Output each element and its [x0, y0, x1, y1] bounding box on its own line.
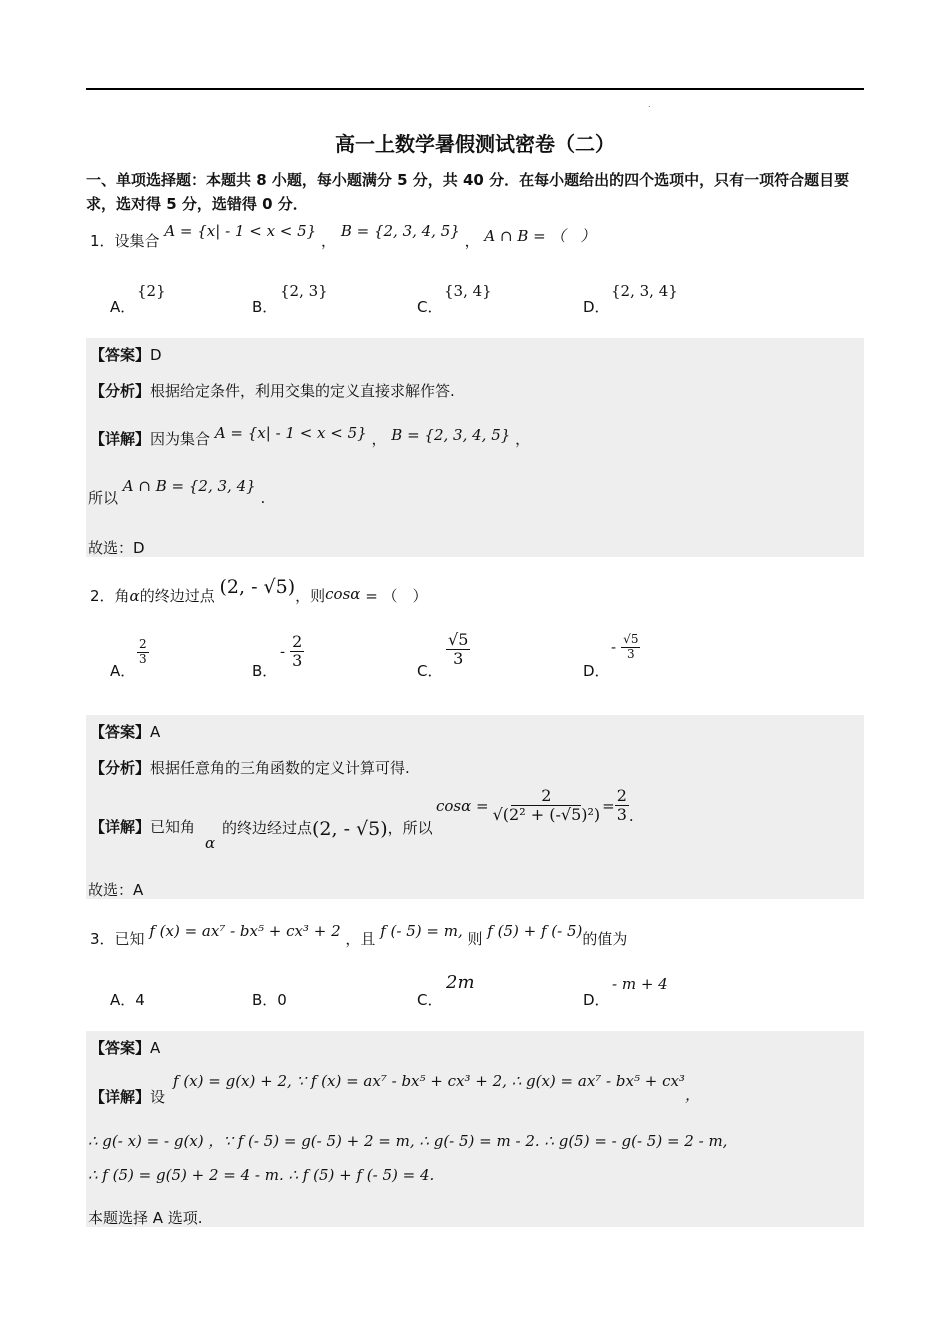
q3-choose: 本题选择 A 选项.	[88, 1209, 203, 1227]
q2-option-b: B．	[252, 662, 278, 680]
q1-so-expr: A ∩ B = {2, 3, 4}	[122, 477, 256, 495]
q3-option-d: D．	[583, 991, 610, 1009]
q2-point: (2, - √5)	[219, 576, 296, 598]
q2-option-a-value: $\frac{2}{3}$	[139, 637, 147, 666]
q3-detail: 【详解】设	[90, 1088, 166, 1106]
q2-analysis: 【分析】根据任意角的三角函数的定义计算可得.	[90, 759, 410, 777]
q1-set-b: B = {2, 3, 4, 5}	[340, 222, 460, 240]
q1-analysis: 【分析】根据给定条件，利用交集的定义直接求解作答.	[90, 382, 455, 400]
q2-option-c: C．	[417, 662, 443, 680]
q1-detail-set-b: B = {2, 3, 4, 5}	[391, 426, 511, 444]
q3-solution-box	[86, 1031, 864, 1227]
q1-answer: 【答案】D	[90, 346, 162, 364]
q2-detail-formula: cosα = $\frac{2}{\text{√(2² + (-√5)²)}}$ = $\frac{2}{3}$ .	[436, 786, 634, 825]
q3-stem: 3．已知 f (x) = ax⁷ - bx⁵ + cx³ + 2 ，且 f (- 5) = m, 则 f (5) + f (- 5)的值为	[90, 922, 628, 948]
q1-option-d-value: {2, 3, 4}	[611, 282, 678, 300]
q2-detail-point: (2, - √5)	[312, 818, 388, 840]
q1-choose: 故选：D	[88, 539, 145, 557]
q3-detail-line1: f (x) = g(x) + 2, ∵ f (x) = ax⁷ - bx⁵ + cx³ + 2, ∴ g(x) = ax⁷ - bx⁵ + cx³，	[173, 1072, 700, 1104]
q2-choose: 故选：A	[88, 881, 144, 899]
page-title: 高一上数学暑假测试密卷（二）	[335, 132, 615, 156]
q2-option-c-value: $\frac{√5}{3}$	[448, 630, 469, 669]
q1-option-b: B．	[252, 298, 278, 316]
q1-option-a: A．	[110, 298, 136, 316]
q1-detail-set-a: A = {x| - 1 < x < 5}	[214, 424, 367, 442]
q1-set-a: A = {x| - 1 < x < 5}	[164, 222, 317, 240]
q1-detail: 【详解】因为集合 A = {x| - 1 < x < 5} ， B = {2, 3, 4, 5} ，	[90, 424, 531, 448]
q3-condition: f (- 5) = m,	[380, 922, 463, 940]
q2-detail: 【详解】已知角	[90, 818, 196, 836]
q1-option-b-value: {2, 3}	[280, 282, 328, 300]
q1-option-c: C．	[417, 298, 443, 316]
section-heading: 一、单项选择题：本题共 8 小题，每小题满分 5 分，共 40 分．在每小题给出的四个选项中，只有一项符合题目要求，选对得 5 分，选错得 0 分．	[86, 171, 850, 213]
q3-option-b: B．0	[252, 991, 287, 1009]
q3-detail-line2: ∴ g(- x) = - g(x) ，∵ f (- 5) = g(- 5) + 2 = m, ∴ g(- 5) = m - 2. ∴ g(5) = - g(- 5) = 2 - m,	[88, 1132, 728, 1150]
q3-option-c: C．	[417, 991, 443, 1009]
q3-option-a: A．4	[110, 991, 145, 1009]
q1-option-a-value: {2}	[137, 282, 166, 300]
q3-answer: 【答案】A	[90, 1039, 161, 1057]
q2-stem: 2．角α的终边过点 (2, - √5)，则cosα = （ ）	[90, 576, 428, 605]
header-rule	[86, 88, 864, 90]
alpha-symbol: α	[129, 587, 140, 605]
q3-ask-expr: f (5) + f (- 5)	[487, 922, 583, 940]
q2-option-a: A．	[110, 662, 136, 680]
q1-option-d: D．	[583, 298, 610, 316]
q1-stem-prefix: 1．设集合	[90, 232, 160, 250]
q2-detail-mid: 的终边经过点(2, - √5)，所以	[222, 818, 433, 840]
q3-option-d-value: - m + 4	[612, 975, 668, 993]
q1-stem	[90, 222, 596, 251]
q1-ask: A ∩ B = （ ）	[484, 227, 596, 245]
q3-function: f (x) = ax⁷ - bx⁵ + cx³ + 2	[149, 922, 341, 940]
q3-detail-line3: ∴ f (5) = g(5) + 2 = 4 - m. ∴ f (5) + f (- 5) = 4.	[88, 1166, 435, 1184]
q1-so: 所以 A ∩ B = {2, 3, 4} .	[88, 477, 266, 507]
q2-answer: 【答案】A	[90, 723, 161, 741]
q2-option-d-value: - $\frac{√5}{3}$	[611, 632, 639, 661]
q2-option-b-value: - $\frac{2}{3}$	[280, 632, 303, 671]
q1-sep2: ，	[464, 232, 480, 250]
header-dot: .	[648, 100, 651, 109]
q3-option-c-value: 2m	[446, 972, 475, 993]
q1-sep: ，	[321, 232, 337, 250]
q2-detail-alpha: α	[205, 834, 216, 852]
q1-option-c-value: {3, 4}	[444, 282, 492, 300]
q2-option-d: D．	[583, 662, 610, 680]
